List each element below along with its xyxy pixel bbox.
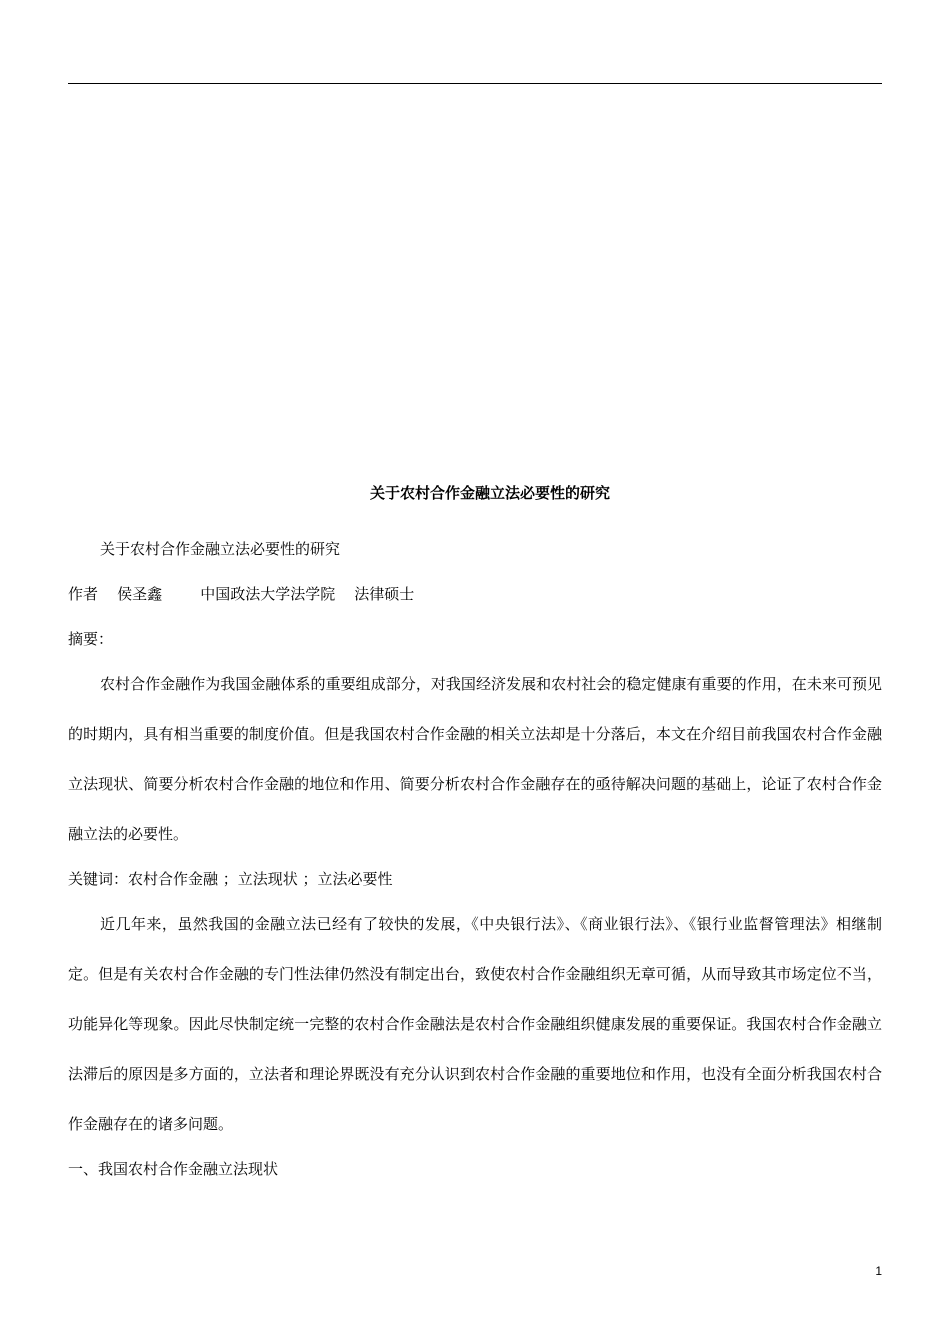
page-number: 1 <box>875 1264 882 1278</box>
keywords-line: 关键词：农村合作金融 ；立法现状 ；立法必要性 <box>68 870 393 888</box>
author-line-text: 作者 侯圣鑫 中国政法大学法学院 法律硕士 <box>68 585 415 603</box>
document-title: 关于农村合作金融立法必要性的研究 <box>369 484 610 502</box>
abstract-label: 摘要： <box>68 630 114 648</box>
header-rule <box>68 83 882 84</box>
document-body <box>68 480 882 1201</box>
section-heading: 一、我国农村合作金融立法现状 <box>68 1160 279 1178</box>
author-line <box>68 581 882 607</box>
abstract-paragraph: 农村合作金融作为我国金融体系的重要组成部分，对我国经济发展和农村社会的稳定健康有重要的作用，在未来可预见的时期内，具有相当重要的制度价值。但是我国农村合作金融的相关立法却是十分落后，本文在介绍目前我国农村合作金融立法现状、简要分析农村合作金融的地位和作用、简要分析农村合作金融存在的亟待解决问题的基础上，论证了农村合作金融立法的必要性。 <box>68 675 882 843</box>
intro-paragraph: 近几年来，虽然我国的金融立法已经有了较快的发展，《中央银行法》、《商业银行法》、《银行业监督管理法》相继制定。但是有关农村合作金融的专门性法律仍然没有制定出台，致使农村合作金融组织无章可循，从而导致其市场定位不当，功能异化等现象。因此尽快制定统一完整的农村合作金融法是农村合作金融组织健康发展的重要保证。我国农村合作金融立法滞后的原因是多方面的，立法者和理论界既没有充分认识到农村合作金融的重要地位和作用，也没有全面分析我国农村合作金融存在的诸多问题。 <box>68 915 882 1133</box>
document-subtitle: 关于农村合作金融立法必要性的研究 <box>100 540 341 558</box>
